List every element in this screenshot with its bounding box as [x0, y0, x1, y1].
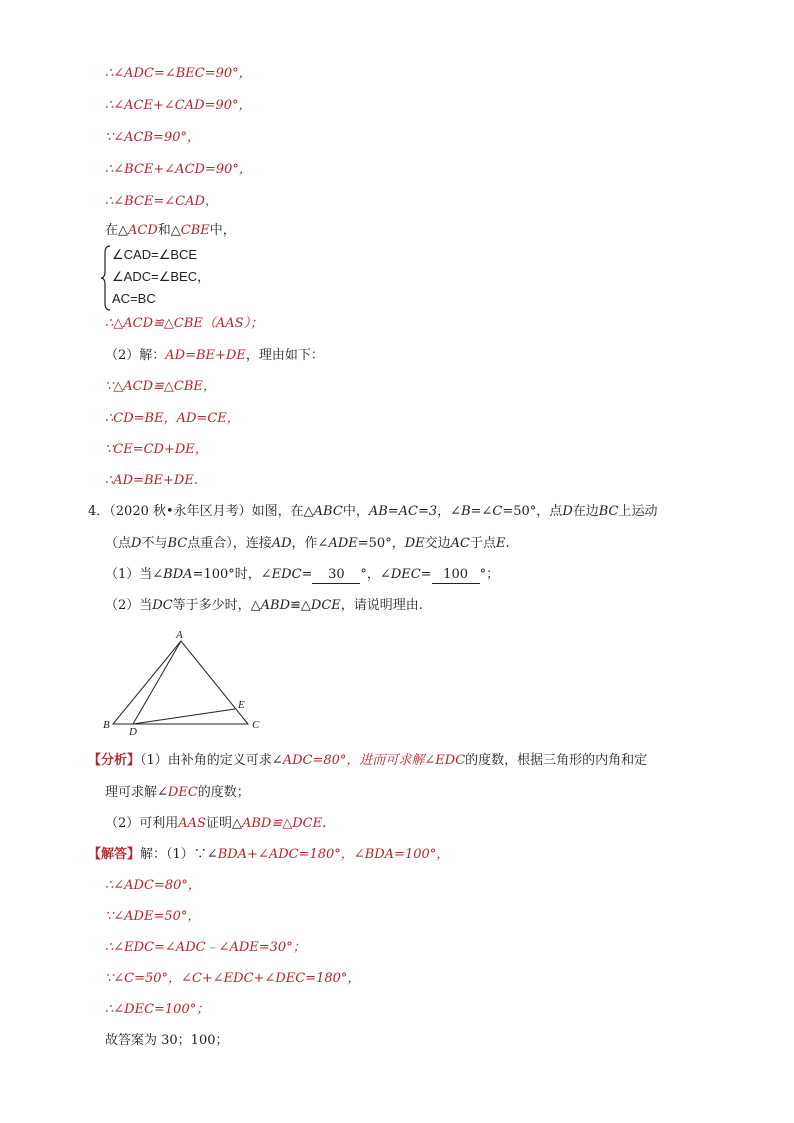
text: （1）由补角的定义可求∠ [140, 753, 283, 768]
solution-line: ∴∠EDC=∠ADC﹣∠ADE=30°； [105, 940, 306, 955]
text: 解：（1）∵∠ [140, 847, 218, 862]
text: （2020 秋•永年区月考）如图，在△ [109, 504, 314, 519]
text: 在边 [572, 504, 599, 519]
text: DCE [292, 816, 323, 831]
text: DEC [167, 785, 198, 800]
label-d: D [129, 726, 137, 738]
proof-line: ∴△ACD≌△CBE（AAS）； [105, 316, 264, 331]
text: AD [271, 536, 292, 551]
text: 上运动 [618, 504, 658, 519]
problem-statement [105, 534, 510, 554]
label-c: C [252, 719, 260, 731]
text: 不与 [141, 536, 168, 551]
text: CBE [180, 223, 210, 238]
text: DE [404, 536, 425, 551]
text: （点 [105, 536, 132, 551]
proof-line: ∴CD=BE，AD=CE， [105, 411, 240, 426]
text: D [562, 504, 573, 519]
text: ABD [260, 598, 291, 613]
label-b: B [103, 719, 110, 731]
analysis [88, 751, 647, 771]
text: 等于多少时，△ [172, 598, 261, 613]
text: B=∠C [461, 504, 503, 519]
text: AC [450, 536, 470, 551]
segment-de [133, 709, 235, 724]
text: ≌△ [290, 598, 311, 613]
solution-line: ∴∠DEC=100°； [105, 1002, 210, 1017]
problem-statement [88, 502, 658, 522]
label-a: A [176, 629, 183, 641]
question-1 [105, 565, 499, 585]
system-row: ∠ADC=∠BEC， [112, 269, 211, 284]
text: 的度数，根据三角形的内角和定 [465, 753, 648, 768]
text: AB=AC=3 [368, 504, 438, 519]
system-row: ∠CAD=∠BCE [112, 247, 198, 262]
answer-blank [312, 567, 360, 584]
text: （1）当∠ [105, 567, 164, 582]
text: = [301, 567, 313, 582]
proof-line: ∴∠ACE+∠CAD=90°， [105, 98, 252, 113]
text: E [496, 536, 506, 551]
label-e: E [238, 699, 245, 711]
proof-line [105, 346, 324, 366]
solution-tag: 【解答】 [88, 847, 141, 862]
proof-line: ∴AD=BE+DE. [105, 473, 198, 488]
proof-line: ∴∠BCE=∠CAD， [105, 194, 218, 209]
text: ADE [328, 536, 358, 551]
text: ABC [313, 504, 343, 519]
text: AAS [178, 816, 206, 831]
text: °； [479, 567, 500, 582]
analysis [105, 783, 250, 803]
text: DC [152, 598, 173, 613]
proof-line: ∴∠BCE+∠ACD=90°， [105, 162, 252, 177]
text: . [322, 816, 327, 831]
text: 中， [209, 223, 236, 238]
text: 于点 [469, 536, 496, 551]
text: （2）可利用 [105, 816, 179, 831]
text: DCE [310, 598, 341, 613]
proof-line: ∵△ACD≌△CBE， [105, 379, 216, 394]
text: ACD [128, 223, 158, 238]
text: . [505, 536, 510, 551]
segment-ad [133, 641, 181, 724]
text: ，∠ [437, 504, 462, 519]
text: 点重合），连接 [187, 536, 272, 551]
text: ADC [282, 753, 313, 768]
solution-line: ∴∠ADC=80°， [105, 878, 201, 893]
text: 中， [342, 504, 369, 519]
text: ，请说明理由. [340, 598, 423, 613]
text: =50°，点 [502, 504, 563, 519]
text: BC [167, 536, 188, 551]
proof-line: ∴∠ADC=∠BEC=90°， [105, 66, 252, 81]
text: BDA [163, 567, 193, 582]
answer-value: 30 [328, 567, 345, 582]
equation-system [100, 244, 250, 312]
text: =100°时，∠ [192, 567, 272, 582]
text: 在△ [105, 223, 128, 238]
text: = [420, 567, 432, 582]
question-2 [105, 596, 423, 616]
proof-line [105, 221, 236, 241]
text: ，作∠ [291, 536, 329, 551]
text: =80°，进而可求解∠ [312, 753, 436, 768]
text: EDC [435, 753, 466, 768]
solution [88, 845, 449, 865]
text: 交边 [424, 536, 451, 551]
text: （2）当 [105, 598, 153, 613]
triangle-abc [113, 641, 248, 724]
text: °，∠ [360, 567, 391, 582]
text: ，理由如下： [245, 348, 324, 363]
text: 理可求解∠ [105, 785, 168, 800]
text: EDC [271, 567, 302, 582]
text: ABD [241, 816, 272, 831]
text: 证明△ [205, 816, 242, 831]
text: D [131, 536, 142, 551]
text: BDA+∠ADC=180°，∠BDA=100°， [217, 847, 450, 862]
answer-blank [432, 567, 480, 584]
text: ≌△ [271, 816, 293, 831]
proof-line: ∵∠ACB=90°， [105, 130, 200, 145]
answer-value: 100 [443, 567, 468, 582]
text: BC [598, 504, 619, 519]
text: =50°， [357, 536, 405, 551]
problem-number: 4． [88, 504, 110, 519]
proof-line: ∵CE=CD+DE， [105, 442, 208, 457]
text: 和△ [157, 223, 181, 238]
analysis-tag: 【分析】 [88, 753, 141, 768]
solution-line: 故答案为 30；100； [105, 1033, 229, 1048]
brace-icon [100, 244, 112, 312]
text: DEC [390, 567, 421, 582]
text: AD=BE+DE [165, 348, 246, 363]
system-row: AC=BC [112, 291, 156, 306]
text: （2）解： [105, 348, 166, 363]
solution-line: ∵∠C=50°，∠C+∠EDC+∠DEC=180°， [105, 971, 361, 986]
text: 的度数； [197, 785, 250, 800]
solution-line: ∵∠ADE=50°， [105, 909, 201, 924]
analysis [105, 814, 326, 834]
